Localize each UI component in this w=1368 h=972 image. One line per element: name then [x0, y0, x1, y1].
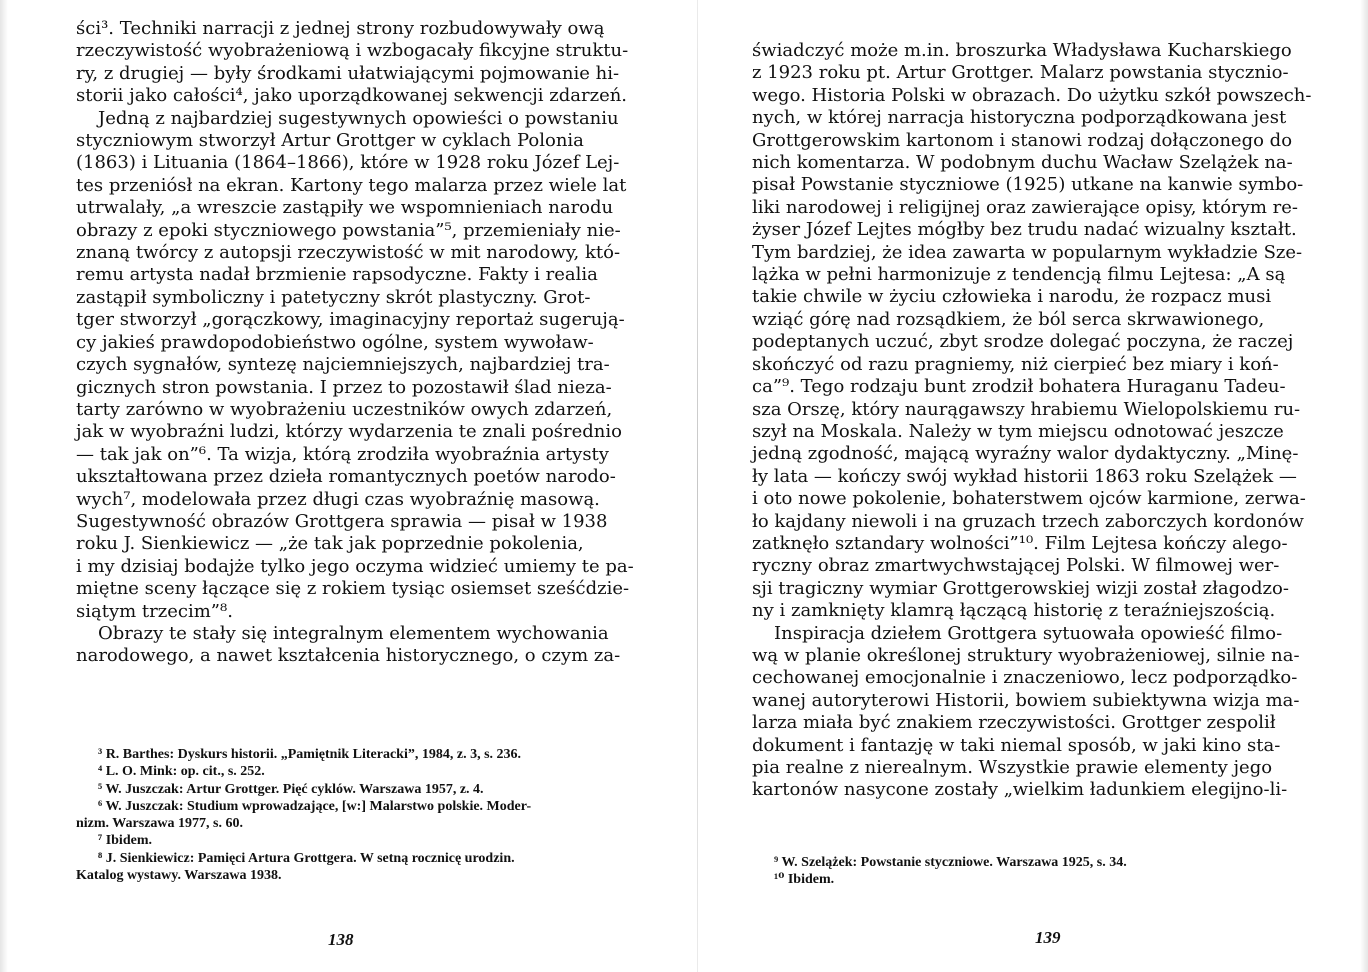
- text-line: i oto nowe pokolenie, bohaterstwem ojców karmione, zerwa-: [752, 488, 1306, 510]
- right-edge-shadow: [1360, 0, 1368, 972]
- text-line: ca”⁹. Tego rodzaju bunt zrodził bohatera Huraganu Tadeu-: [752, 376, 1286, 398]
- text-line: pia realne z nierealnym. Wszystkie prawie elementy jego: [752, 757, 1273, 778]
- text-line: — tak jak on”⁶. Ta wizja, którą zrodziła wyobraźnia artysty: [76, 443, 609, 465]
- text-line: nych, w której narracja historyczna podporządkowana jest: [752, 107, 1287, 129]
- text-line: Inspiracja dziełem Grottgera sytuowała opowieść filmo-: [774, 622, 1283, 644]
- text-line: szył na Moskala. Należy w tym miejscu odnotować jeszcze: [752, 420, 1284, 442]
- footnote: ⁶ W. Juszczak: Studium wprowadzające, [w:] Malarstwo polskie. Moder-: [98, 798, 532, 814]
- text-line: ły lata — kończy swój wykład historii 1863 roku Szelążek —: [752, 465, 1297, 487]
- text-line: narodowego, a nawet kształcenia historycznego, o czym za-: [76, 645, 621, 667]
- right-footnotes: [752, 854, 1322, 889]
- text-line: Tym bardziej, że idea zawarta w popularnym wykładzie Sze-: [752, 241, 1303, 263]
- text-line: cy jakieś prawdopodobieństwo ogólne, system wywoław-: [76, 331, 594, 353]
- text-line: gicznych stron powstania. I przez to pozostawił ślad nieza-: [76, 376, 612, 398]
- page-number: 139: [1035, 928, 1061, 947]
- text-line: wanej autoryterowi Historii, bowiem subiektywna wizja ma-: [752, 689, 1300, 711]
- text-line: skończyć od razu pragniemy, niż cierpieć bez miary i koń-: [752, 353, 1279, 375]
- text-line: lążka w pełni harmonizuje z tendencją filmu Lejtesa: „A są: [752, 264, 1286, 286]
- left-body-text: [76, 18, 636, 668]
- text-line: żyser Józef Lejtes mógłby bez trudu nadać wizualny kształt.: [752, 219, 1297, 241]
- book-gutter: [697, 0, 698, 972]
- text-line: siątym trzecim”⁸.: [76, 600, 233, 622]
- footnote: ⁴ L. O. Mink: op. cit., s. 252.: [98, 764, 265, 780]
- text-line: zatknęło sztandary wolności”¹⁰. Film Lejtesa kończy alego-: [752, 532, 1288, 554]
- footnote: Katalog wystawy. Warszawa 1938.: [76, 868, 282, 884]
- right-page: [752, 40, 1322, 972]
- text-line: styczniowym stworzył Artur Grottger w cyklach Polonia: [76, 130, 584, 152]
- text-line: roku J. Sienkiewicz — „że tak jak poprzednie pokolenia,: [76, 533, 584, 555]
- text-line: kartonów nasycone zostały „wielkim ładunkiem elegijno-li-: [752, 779, 1288, 801]
- text-line: wziąć górę nad rozsądkiem, że ból serca skrwawionego,: [752, 308, 1265, 330]
- footnote: ³ R. Barthes: Dyskurs historii. „Pamiętnik Literacki”, 1984, z. 3, s. 236.: [98, 747, 522, 762]
- right-body-text: [752, 40, 1322, 802]
- text-line: takie chwile w życiu człowieka i narodu, że rozpacz musi: [752, 286, 1272, 308]
- text-line: jedną zgodność, mającą wyraźny walor dydaktyczny. „Minę-: [752, 443, 1299, 465]
- text-line: miętne sceny łączące się z rokiem tysiąc osiemset sześćdzie-: [76, 578, 630, 600]
- text-line: zastąpił symboliczny i patetyczny skrót plastyczny. Grot-: [76, 286, 591, 308]
- text-line: ny i zamknięty klamrą łączącą historię z teraźniejszością.: [752, 600, 1276, 622]
- text-line: z 1923 roku pt. Artur Grottger. Malarz powstania stycznio-: [752, 62, 1289, 84]
- text-line: wych⁷, modelowała przez długi czas wyobraźnię masową.: [76, 488, 600, 510]
- text-line: storii jako całości⁴, jako uporządkowanej sekwencji zdarzeń.: [76, 85, 628, 107]
- text-line: Sugestywność obrazów Grottgera sprawia — pisał w 1938: [76, 510, 608, 532]
- text-line: wą w planie określonej struktury wyobrażeniowej, silnie na-: [752, 644, 1300, 666]
- text-line: wego. Historia Polski w obrazach. Do użytku szkół powszech-: [752, 84, 1312, 106]
- text-line: Obrazy te stały się integralnym elementem wychowania: [98, 622, 609, 644]
- text-line: pisał Powstanie styczniowe (1925) utkane na kanwie symbo-: [752, 174, 1304, 196]
- text-line: larza miała być znakiem rzeczywistości. Grottger zespolił: [752, 712, 1276, 734]
- text-line: ści³. Techniki narracji z jednej strony rozbudowywały ową: [76, 18, 605, 39]
- text-line: Jedną z najbardziej sugestywnych opowieści o powstaniu: [98, 107, 619, 129]
- text-line: utrwalały, „a wreszcie zastąpiły we wspomnieniach narodu: [76, 197, 614, 219]
- text-line: Grottgerowskim kartonom i stanowi rodzaj dołączonego do: [752, 129, 1293, 151]
- text-line: liki narodowej i religijnej oraz zawierające opisy, którym re-: [752, 196, 1299, 218]
- text-line: czych sygnałów, syntezę najciemniejszych, najbardziej tra-: [76, 354, 610, 376]
- footnote: ⁹ W. Szelążek: Powstanie styczniowe. Warszawa 1925, s. 34.: [774, 855, 1127, 870]
- text-line: świadczyć może m.in. broszurka Władysława Kucharskiego: [752, 40, 1292, 61]
- left-page: [76, 18, 636, 958]
- text-line: sza Orszę, który naurągawszy hrabiemu Wielopolskiemu ru-: [752, 398, 1301, 420]
- left-footnotes: [76, 746, 636, 884]
- text-line: ry, z drugiej — były środkami ułatwiającymi pojmowanie hi-: [76, 62, 620, 84]
- text-line: dokument i fantazję w taki niemal sposób, w jaki kino sta-: [752, 734, 1281, 756]
- text-line: cechowanej emocjonalnie i znaczeniowo, lecz podporządko-: [752, 667, 1298, 689]
- footnote: nizm. Warszawa 1977, s. 60.: [76, 816, 243, 832]
- left-edge-shadow: [0, 0, 8, 972]
- text-line: remu artysta nadał brzmienie rapsodyczne. Fakty i realia: [76, 264, 598, 286]
- footnote: ⁷ Ibidem.: [98, 833, 152, 849]
- text-line: obrazy z epoki styczniowego powstania”⁵, przemieniały nie-: [76, 219, 621, 241]
- text-line: znaną twórcy z autopsji rzeczywistość w mit narodowy, któ-: [76, 242, 621, 264]
- footnote: ⁵ W. Juszczak: Artur Grottger. Pięć cyklów. Warszawa 1957, z. 4.: [98, 781, 484, 797]
- text-line: nich komentarza. W podobnym duchu Wacław Szelążek na-: [752, 152, 1293, 174]
- text-line: (1863) i Lituania (1864–1866), które w 1928 roku Józef Lej-: [76, 152, 620, 174]
- text-line: tger stworzył „gorączkowy, imaginacyjny reportaż sugerują-: [76, 309, 625, 331]
- text-line: ryczny obraz zmartwychwstającej Polski. W filmowej wer-: [752, 555, 1280, 577]
- text-line: tes przeniósł na ekran. Kartony tego malarza przez wiele lat: [76, 174, 627, 196]
- text-line: jak w wyobraźni ludzi, którzy wydarzenia te znali pośrednio: [76, 421, 622, 443]
- text-line: i my dzisiaj bodajże tylko jego oczyma widzieć umiemy te pa-: [76, 555, 634, 577]
- text-line: sji tragiczny wymiar Grottgerowskiej wizji został złagodzo-: [752, 577, 1289, 599]
- text-line: ukształtowana przez dzieła romantycznych poetów narodo-: [76, 466, 616, 488]
- text-line: ło kajdany niewoli i na gruzach trzech zaborczych kordonów: [752, 510, 1304, 532]
- page-number: 138: [328, 930, 354, 949]
- text-line: podeptanych uczuć, zbyt srodze dolegać poczyna, że raczej: [752, 331, 1294, 353]
- text-line: tarty zarówno w wyobrażeniu uczestników owych zdarzeń,: [76, 398, 613, 420]
- text-line: rzeczywistość wyobrażeniową i wzbogacały fikcyjne struktu-: [76, 40, 629, 62]
- footnote: ⁸ J. Sienkiewicz: Pamięci Artura Grottgera. W setną rocznicę urodzin.: [98, 850, 515, 866]
- footnote: ¹⁰ Ibidem.: [774, 872, 835, 888]
